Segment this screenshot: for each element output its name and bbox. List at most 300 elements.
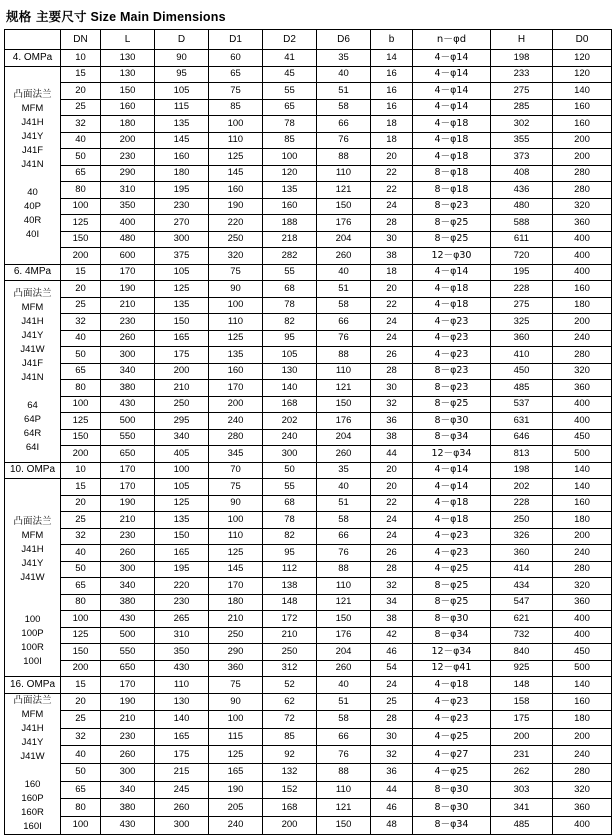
table-cell: 360 [553,594,612,611]
table-cell: 78 [263,297,317,314]
page-title-en: Size Main Dimensions [90,10,226,24]
table-cell: 130 [101,66,155,83]
table-row [5,149,612,166]
table-row [5,693,612,711]
table-cell: 4－φ18 [413,495,491,512]
table-row [5,799,612,817]
table-cell: 41 [263,50,317,67]
table-cell: 38 [371,611,413,628]
table-head [5,30,612,50]
table-row [5,83,612,100]
table-cell: 200 [553,314,612,331]
table-cell: 360 [553,215,612,232]
table-cell: 200 [553,132,612,149]
table-cell: 32 [61,728,101,746]
table-cell: 24 [371,198,413,215]
table-cell: 20 [61,693,101,711]
table-cell: 341 [491,799,553,817]
table-cell: 100 [61,198,101,215]
flange-type-cell: 凸面法兰 MFM J41H J41Y J41F J41N 40 40P 40R 40I [5,66,61,264]
table-row [5,594,612,611]
table-cell: 4－φ18 [413,149,491,166]
table-cell: 51 [317,281,371,298]
table-cell: 8－φ34 [413,429,491,446]
table-cell: 32 [61,116,101,133]
table-cell: 32 [61,528,101,545]
table-row [5,446,612,463]
table-cell: 8－φ34 [413,816,491,834]
table-cell: 4－φ25 [413,728,491,746]
table-cell: 436 [491,182,553,199]
table-cell: 16 [371,83,413,100]
table-row [5,644,612,661]
table-cell: 95 [263,330,317,347]
table-cell: 380 [101,594,155,611]
table-cell: 55 [263,83,317,100]
table-cell: 66 [317,728,371,746]
table-cell: 18 [371,132,413,149]
table-cell: 100 [155,462,209,479]
table-cell: 190 [101,281,155,298]
table-cell: 44 [371,446,413,463]
table-cell: 68 [263,281,317,298]
table-cell: 345 [209,446,263,463]
table-cell: 485 [491,380,553,397]
table-cell: 121 [317,594,371,611]
table-row [5,347,612,364]
table-cell: 4－φ25 [413,764,491,782]
table-cell: 360 [491,545,553,562]
table-cell: 20 [61,281,101,298]
table-cell: 180 [553,711,612,729]
table-cell: 355 [491,132,553,149]
table-cell: 195 [155,182,209,199]
table-cell: 40 [61,132,101,149]
pressure-class-label: 16. OMPa [5,677,61,694]
table-cell: 125 [209,746,263,764]
table-cell: 54 [371,660,413,677]
table-cell: 373 [491,149,553,166]
table-cell: 204 [317,231,371,248]
table-cell: 611 [491,231,553,248]
table-cell: 105 [263,347,317,364]
table-cell: 8－φ25 [413,594,491,611]
table-cell: 55 [263,264,317,281]
table-cell: 360 [491,330,553,347]
table-cell: 36 [371,413,413,430]
table-cell: 485 [491,816,553,834]
table-cell: 110 [155,677,209,694]
table-cell: 160 [553,99,612,116]
table-cell: 125 [209,330,263,347]
table-cell: 250 [155,396,209,413]
table-row [5,99,612,116]
table-cell: 4－φ14 [413,99,491,116]
table-cell: 280 [553,182,612,199]
table-cell: 165 [209,764,263,782]
table-cell: 250 [263,644,317,661]
table-cell: 303 [491,781,553,799]
table-cell: 35 [317,50,371,67]
table-cell: 240 [209,816,263,834]
table-cell: 110 [317,781,371,799]
table-cell: 25 [61,512,101,529]
table-cell: 175 [155,347,209,364]
table-cell: 4－φ23 [413,528,491,545]
table-cell: 165 [155,330,209,347]
table-cell: 650 [101,446,155,463]
table-cell: 165 [155,728,209,746]
table-cell: 24 [371,677,413,694]
table-cell: 200 [553,149,612,166]
table-cell: 215 [155,764,209,782]
table-cell: 22 [371,297,413,314]
table-cell: 200 [263,816,317,834]
table-cell: 110 [317,165,371,182]
table-row [5,611,612,628]
flange-type-cell: 凸面法兰 MFM J41H J41Y J41W 100 100P 100R 100I [5,479,61,677]
table-cell: 24 [371,528,413,545]
table-row [5,711,612,729]
table-cell: 76 [317,746,371,764]
table-cell: 32 [371,746,413,764]
table-cell: 200 [553,528,612,545]
table-cell: 150 [61,231,101,248]
table-cell: 70 [209,462,263,479]
table-cell: 62 [263,693,317,711]
table-cell: 52 [263,677,317,694]
table-cell: 732 [491,627,553,644]
table-cell: 22 [371,182,413,199]
table-cell: 275 [491,297,553,314]
table-cell: 326 [491,528,553,545]
table-cell: 230 [101,149,155,166]
table-cell: 262 [491,764,553,782]
table-cell: 40 [317,479,371,496]
table-cell: 138 [263,578,317,595]
table-cell: 646 [491,429,553,446]
table-row [5,528,612,545]
table-cell: 152 [263,781,317,799]
table-cell: 400 [553,231,612,248]
table-cell: 4－φ23 [413,545,491,562]
table-cell: 20 [371,281,413,298]
table-cell: 125 [155,495,209,512]
table-cell: 32 [61,314,101,331]
table-row [5,363,612,380]
table-cell: 65 [61,781,101,799]
table-cell: 100 [263,149,317,166]
table-cell: 4－φ23 [413,314,491,331]
table-cell: 260 [155,799,209,817]
table-cell: 12－φ34 [413,644,491,661]
table-cell: 110 [209,314,263,331]
table-row [5,781,612,799]
table-row [5,764,612,782]
table-cell: 68 [263,495,317,512]
table-cell: 220 [155,578,209,595]
table-cell: 121 [317,380,371,397]
table-cell: 430 [101,816,155,834]
table-cell: 220 [209,215,263,232]
page-title-cn: 规格 主要尺寸 [6,9,87,24]
table-cell: 125 [209,545,263,562]
column-header: D0 [553,30,612,50]
table-cell: 92 [263,746,317,764]
table-cell: 4－φ14 [413,462,491,479]
table-cell: 340 [101,578,155,595]
table-cell: 80 [61,594,101,611]
table-cell: 22 [371,165,413,182]
table-cell: 148 [491,677,553,694]
table-cell: 320 [553,781,612,799]
table-cell: 125 [209,149,263,166]
table-cell: 26 [371,545,413,562]
table-cell: 105 [155,479,209,496]
table-cell: 480 [101,231,155,248]
table-cell: 140 [155,711,209,729]
table-cell: 190 [101,693,155,711]
table-cell: 230 [155,594,209,611]
table-row [5,816,612,834]
table-cell: 400 [553,264,612,281]
table-cell: 65 [209,66,263,83]
table-cell: 275 [491,83,553,100]
table-cell: 14 [371,50,413,67]
table-cell: 150 [61,429,101,446]
table-cell: 100 [209,711,263,729]
table-cell: 230 [101,728,155,746]
table-cell: 160 [209,182,263,199]
table-cell: 135 [263,182,317,199]
table-row [5,330,612,347]
table-cell: 195 [155,561,209,578]
table-cell: 360 [553,799,612,817]
table-row [5,380,612,397]
table-cell: 88 [317,561,371,578]
table-cell: 50 [263,462,317,479]
flange-type-cell: 凸面法兰 MFM J41H J41Y J41W 160 160P 160R 160I [5,693,61,834]
table-cell: 210 [101,297,155,314]
table-cell: 140 [263,380,317,397]
table-cell: 55 [263,479,317,496]
table-cell: 158 [491,693,553,711]
table-row [5,264,612,281]
table-cell: 310 [101,182,155,199]
table-cell: 195 [491,264,553,281]
table-cell: 240 [209,413,263,430]
table-cell: 135 [209,347,263,364]
table-cell: 12－φ34 [413,446,491,463]
table-row [5,561,612,578]
table-cell: 100 [209,512,263,529]
table-cell: 160 [553,693,612,711]
table-cell: 4－φ14 [413,264,491,281]
table-cell: 168 [263,396,317,413]
table-cell: 85 [263,132,317,149]
table-cell: 75 [209,677,263,694]
table-cell: 204 [317,644,371,661]
table-cell: 414 [491,561,553,578]
table-cell: 28 [371,561,413,578]
table-cell: 110 [209,528,263,545]
table-cell: 148 [263,594,317,611]
table-row [5,182,612,199]
table-cell: 588 [491,215,553,232]
table-cell: 250 [491,512,553,529]
table-cell: 80 [61,799,101,817]
table-cell: 121 [317,182,371,199]
table-cell: 200 [61,446,101,463]
table-cell: 76 [317,132,371,149]
table-cell: 210 [101,711,155,729]
table-cell: 375 [155,248,209,265]
table-cell: 20 [61,83,101,100]
table-cell: 8－φ25 [413,578,491,595]
table-cell: 30 [371,728,413,746]
table-cell: 400 [553,611,612,628]
table-cell: 200 [101,132,155,149]
table-cell: 180 [101,116,155,133]
table-cell: 720 [491,248,553,265]
table-row [5,578,612,595]
table-cell: 650 [101,660,155,677]
table-cell: 198 [491,462,553,479]
table-cell: 65 [263,99,317,116]
table-row [5,512,612,529]
table-row [5,728,612,746]
table-cell: 280 [553,561,612,578]
table-cell: 8－φ30 [413,799,491,817]
table-cell: 320 [209,248,263,265]
table-cell: 90 [209,693,263,711]
table-cell: 75 [209,264,263,281]
table-cell: 95 [263,545,317,562]
table-cell: 140 [553,462,612,479]
table-cell: 32 [371,578,413,595]
table-row [5,215,612,232]
table-row [5,231,612,248]
table-cell: 66 [317,528,371,545]
table-cell: 50 [61,149,101,166]
table-cell: 400 [553,627,612,644]
table-cell: 58 [317,512,371,529]
table-cell: 190 [101,495,155,512]
table-row [5,248,612,265]
table-cell: 240 [553,746,612,764]
table-cell: 26 [371,347,413,364]
table-cell: 176 [317,215,371,232]
table-cell: 205 [209,799,263,817]
table-cell: 150 [101,83,155,100]
table-cell: 120 [263,165,317,182]
table-cell: 340 [101,363,155,380]
table-row [5,746,612,764]
table-cell: 621 [491,611,553,628]
table-cell: 400 [101,215,155,232]
table-cell: 110 [317,578,371,595]
table-cell: 78 [263,512,317,529]
table-row [5,627,612,644]
page-title [4,6,611,29]
table-cell: 65 [61,165,101,182]
table-cell: 24 [371,330,413,347]
table-cell: 90 [155,50,209,67]
table-cell: 8－φ18 [413,165,491,182]
table-cell: 537 [491,396,553,413]
table-cell: 8－φ30 [413,781,491,799]
column-header: D6 [317,30,371,50]
table-cell: 40 [317,264,371,281]
table-cell: 360 [209,660,263,677]
table-cell: 15 [61,264,101,281]
table-cell: 302 [491,116,553,133]
table-cell: 12－φ30 [413,248,491,265]
table-cell: 18 [371,264,413,281]
column-header: D1 [209,30,263,50]
table-cell: 78 [263,116,317,133]
column-header: D2 [263,30,317,50]
table-cell: 450 [491,363,553,380]
table-cell: 4－φ18 [413,281,491,298]
table-cell: 280 [553,165,612,182]
table-cell: 312 [263,660,317,677]
table-cell: 65 [61,578,101,595]
table-cell: 88 [317,149,371,166]
table-cell: 85 [263,728,317,746]
table-cell: 160 [553,281,612,298]
table-cell: 140 [553,479,612,496]
table-row [5,116,612,133]
header-row [5,30,612,50]
table-row [5,545,612,562]
table-cell: 135 [155,512,209,529]
table-cell: 15 [61,66,101,83]
table-cell: 8－φ25 [413,396,491,413]
table-cell: 8－φ25 [413,231,491,248]
table-cell: 150 [317,816,371,834]
table-cell: 150 [61,644,101,661]
column-header: n－φd [413,30,491,50]
table-cell: 340 [155,429,209,446]
table-cell: 105 [155,83,209,100]
table-cell: 180 [553,297,612,314]
table-cell: 500 [553,446,612,463]
table-body [5,50,612,835]
table-cell: 400 [553,248,612,265]
table-cell: 85 [209,99,263,116]
table-cell: 90 [209,281,263,298]
table-cell: 813 [491,446,553,463]
table-cell: 400 [553,413,612,430]
table-cell: 58 [317,711,371,729]
table-cell: 18 [371,116,413,133]
column-header [5,30,61,50]
table-cell: 300 [155,816,209,834]
table-cell: 145 [209,561,263,578]
table-cell: 400 [553,816,612,834]
table-cell: 4－φ27 [413,746,491,764]
table-cell: 25 [371,693,413,711]
table-row [5,165,612,182]
table-cell: 100 [209,297,263,314]
table-cell: 50 [61,764,101,782]
table-row [5,132,612,149]
table-cell: 4－φ18 [413,677,491,694]
table-cell: 150 [155,528,209,545]
table-cell: 115 [155,99,209,116]
table-cell: 172 [263,611,317,628]
